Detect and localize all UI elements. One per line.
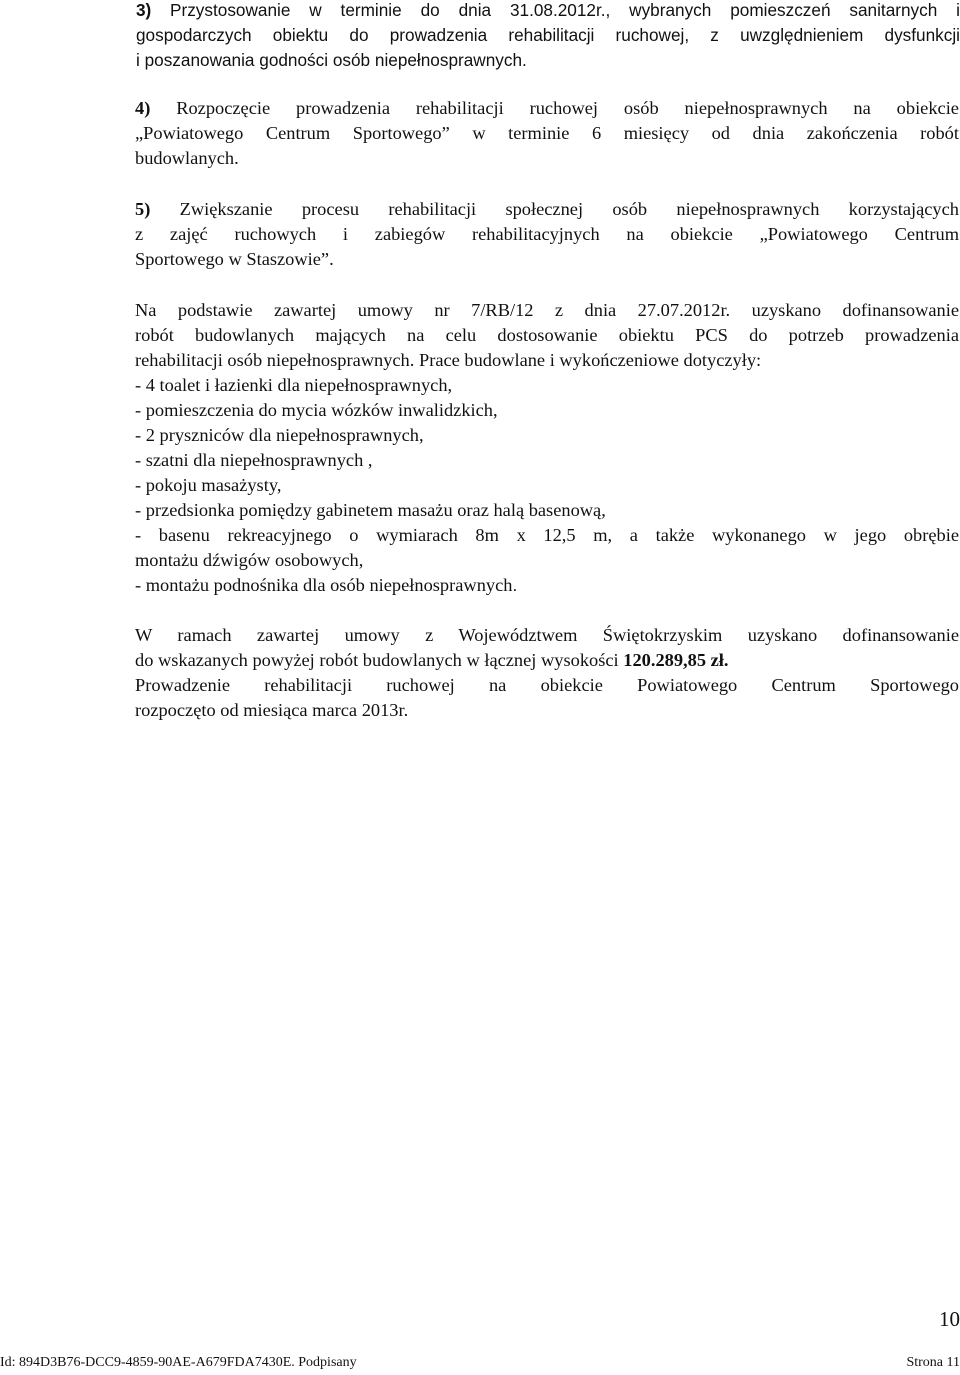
footer-page-label: Strona 11 (906, 1355, 960, 1370)
agreement-line-3-start: rehabilitacji osób niepełnosprawnych. (135, 350, 415, 370)
footer-document-id: Id: 894D3B76-DCC9-4859-90AE-A679FDA7430E. Podpisany (0, 1355, 357, 1370)
funding-paragraph (135, 623, 959, 723)
funding-amount: 120.289,85 zł. (623, 650, 729, 670)
section-4 (135, 96, 959, 171)
funding-line-3: Prowadzenie rehabilitacji ruchowej na obiekcie Powiatowego Centrum Sportowego (135, 675, 959, 695)
agreement-line-3-end: Prace budowlane i wykończeniowe dotyczyły: (418, 350, 762, 370)
funding-line-2: do wskazanych powyżej robót budowlanych w łącznej wysokości (135, 650, 619, 670)
section-4-number: 4) (135, 98, 151, 118)
section-3-line-1: Przystosowanie w terminie do dnia 31.08.2012r., wybranych pomieszczeń sanitarnych i (170, 0, 960, 20)
section-5-line-3: Sportowego w Staszowie”. (135, 249, 334, 269)
agreement-line-1: Na podstawie zawartej umowy nr 7/RB/12 z dnia 27.07.2012r. uzyskano dofinansowanie (135, 300, 959, 320)
section-3 (136, 0, 960, 73)
work-item: - 4 toalet i łazienki dla niepełnosprawnych, (135, 375, 453, 395)
section-5-line-2: z zajęć ruchowych i zabiegów rehabilitacyjnych na obiekcie „Powiatowego Centrum (135, 224, 959, 244)
section-3-line-2: gospodarczych obiektu do prowadzenia rehabilitacji ruchowej, z uwzględnieniem dysfunkcji (136, 25, 960, 45)
work-item-long-line-1: - basenu rekreacyjnego o wymiarach 8m x 12,5 m, a także wykonanego w jego obrębie (135, 525, 959, 545)
work-item-last-dot: . (512, 575, 518, 595)
funding-line-4: rozpoczęto od miesiąca marca 2013r. (135, 700, 409, 720)
section-4-line-3: budowlanych. (135, 148, 239, 168)
page-number: 10 (939, 1307, 960, 1331)
section-3-line-3: i poszanowania godności osób niepełnosprawnych. (136, 50, 527, 70)
work-item: - pokoju masażysty, (135, 475, 282, 495)
work-item: - 2 pryszniców dla niepełnosprawnych, (135, 425, 424, 445)
agreement-paragraph (135, 298, 959, 598)
work-item-last: - montażu podnośnika dla osób niepełnosprawnych (135, 575, 513, 595)
work-item: - pomieszczenia do mycia wózków inwalidzkich, (135, 400, 498, 420)
section-3-number: 3) (136, 0, 152, 20)
work-item: - szatni dla niepełnosprawnych , (135, 450, 373, 470)
section-4-line-1: Rozpoczęcie prowadzenia rehabilitacji ruchowej osób niepełnosprawnych na obiekcie (176, 98, 959, 118)
work-item-long-line-2: montażu dźwigów osobowych, (135, 550, 364, 570)
section-5-number: 5) (135, 199, 151, 219)
section-5 (135, 197, 959, 272)
funding-line-1: W ramach zawartej umowy z Województwem Świętokrzyskim uzyskano dofinansowanie (135, 625, 959, 645)
section-4-line-2: „Powiatowego Centrum Sportowego” w terminie 6 miesięcy od dnia zakończenia robót (135, 123, 959, 143)
work-item: - przedsionka pomiędzy gabinetem masażu oraz halą basenową, (135, 500, 606, 520)
section-5-line-1: Zwiększanie procesu rehabilitacji społecznej osób niepełnosprawnych korzystających (179, 199, 959, 219)
agreement-line-2: robót budowlanych mających na celu dostosowanie obiektu PCS do potrzeb prowadzenia (135, 325, 959, 345)
